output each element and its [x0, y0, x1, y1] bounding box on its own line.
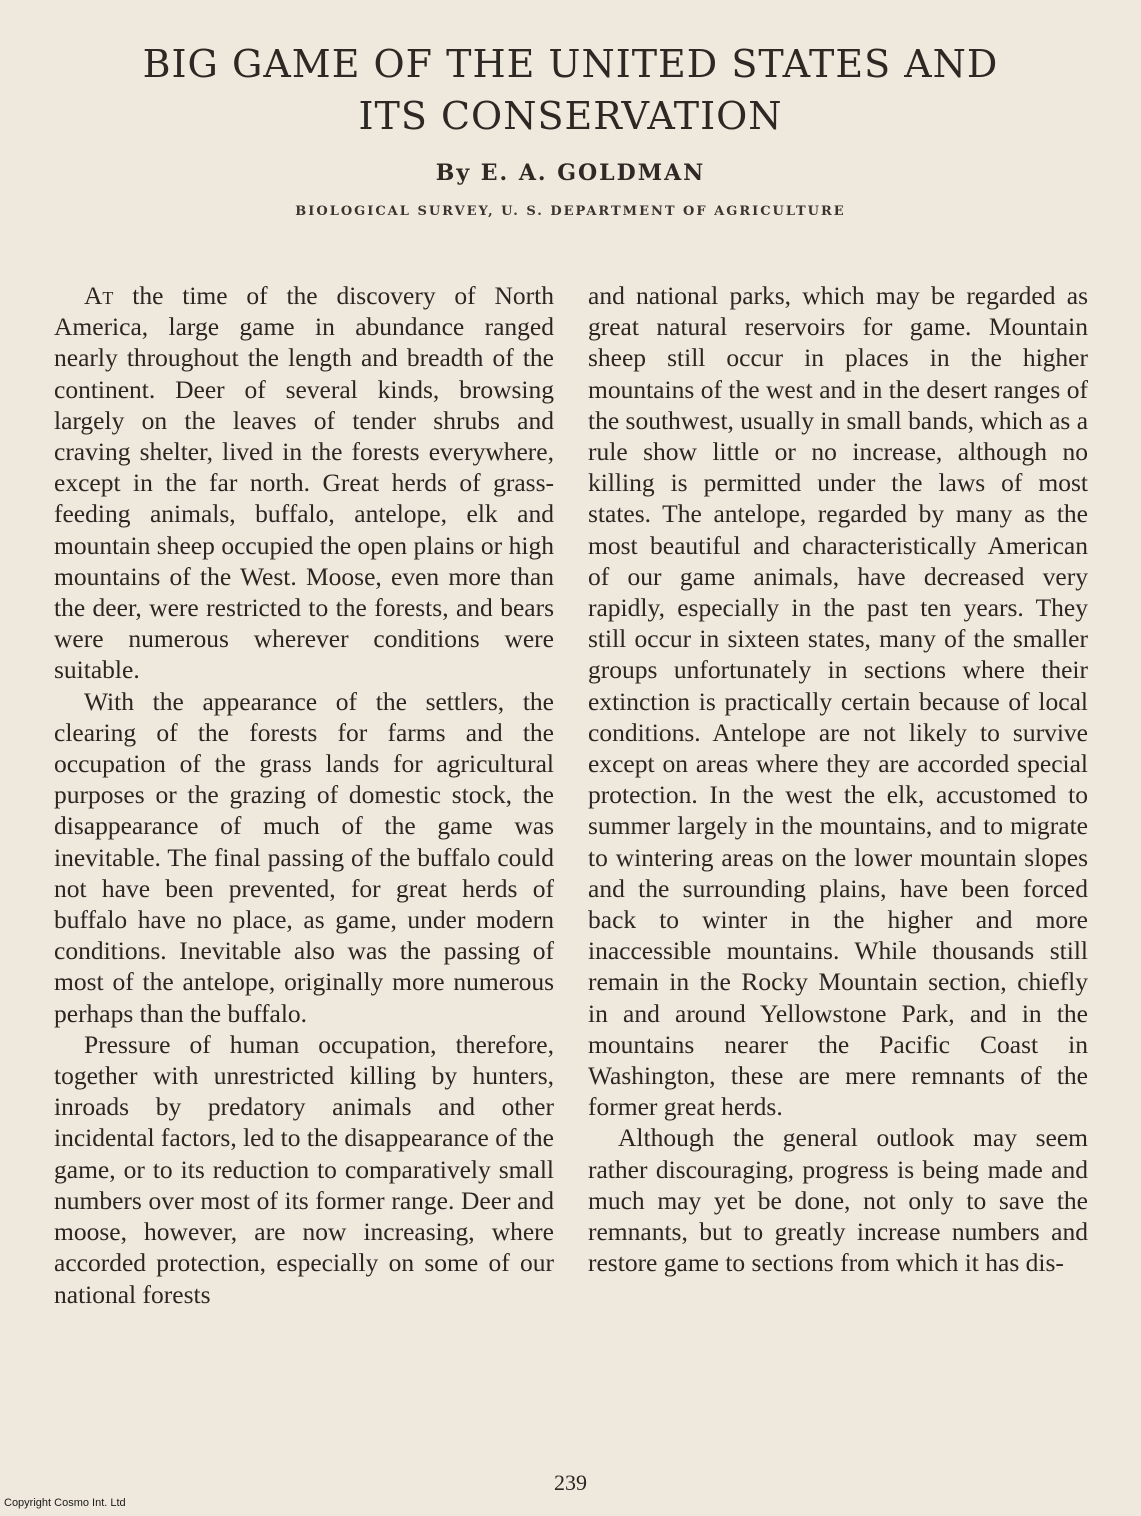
- title-line-2: ITS CONSERVATION: [358, 94, 783, 138]
- article-title: [60, 38, 1081, 142]
- paragraph-1-text: the time of the discovery of North America, large game in abundance ranged nearly throughout the length and breadth of the continent. Deer of several kinds, browsing largely on the leaves of tender shrubs and craving shelter, lived in the forests everywhere, except in the far north. Great herds of grass-feeding animals, buffalo, antelope, elk and mountain sheep occupied the open plains or high mountains of the West. Moose, even more than the deer, were restricted to the forests, and bears were numerous wherever conditions were suitable.: [54, 281, 554, 685]
- copyright-notice: Copyright Cosmo Int. Ltd: [4, 1497, 126, 1509]
- paragraph-4: and national parks, which may be regarded as great natural reservoirs for game. Mountain sheep still occur in places in the higher mountains of the west and in the desert ranges of the southwest, usually in small bands, which as a rule show little or no increase, although no killing is permitted under the laws of most states. The antelope, regarded by many as the most beautiful and characteristically American of our game animals, have decreased very rapidly, especially in the past ten years. They still occur in sixteen states, many of the smaller groups unfortunately in sections where their extinction is practically certain because of local conditions. Antelope are not likely to survive except on areas where they are accorded special protection. In the west the elk, accustomed to summer largely in the mountains, and to migrate to wintering areas on the lower mountain slopes and the surrounding plains, have been forced back to winter in the higher and more inaccessible mountains. While thousands still remain in the Rocky Mountain section, chiefly in and around Yellowstone Park, and in the mountains nearer the Pacific Coast in Washington, these are mere remnants of the former great herds.: [588, 281, 1089, 1122]
- paragraph-2: With the appearance of the settlers, the clearing of the forests for farms and the occupation of the grass lands for agricultural purposes or the grazing of domestic stock, the disappearance of much of the game was inevitable. The final passing of the buffalo could not have been prevented, for great herds of buffalo have no place, as game, under modern conditions. Inevitable also was the passing of most of the antelope, originally more numerous perhaps than the buffalo.: [54, 686, 554, 1028]
- page-number: 239: [554, 1470, 587, 1495]
- left-column: [54, 280, 554, 1310]
- paragraph-5: Although the general outlook may seem rather discouraging, progress is being made and much may yet be done, not only to save the remnants, but to greatly increase numbers and restore game to sections from which it has dis-: [588, 1123, 1088, 1278]
- author-affiliation: BIOLOGICAL SURVEY, U. S. DEPARTMENT OF AGRICULTURE: [295, 204, 846, 219]
- paragraph-1: [54, 280, 554, 686]
- paragraph-3: Pressure of human occupation, therefore, together with unrestricted killing by hunters, inroads by predatory animals and other incidental factors, led to the disappearance of the game, or to its reduction to comparatively small numbers over most of its former range. Deer and moose, however, are now increasing, where accorded protection, especially on some of our national forests: [54, 1029, 554, 1309]
- right-column: [588, 280, 1088, 1279]
- lead-word: At: [84, 281, 114, 310]
- author-byline: By E. A. GOLDMAN: [435, 160, 706, 186]
- title-line-1: BIG GAME OF THE UNITED STATES AND: [142, 42, 999, 86]
